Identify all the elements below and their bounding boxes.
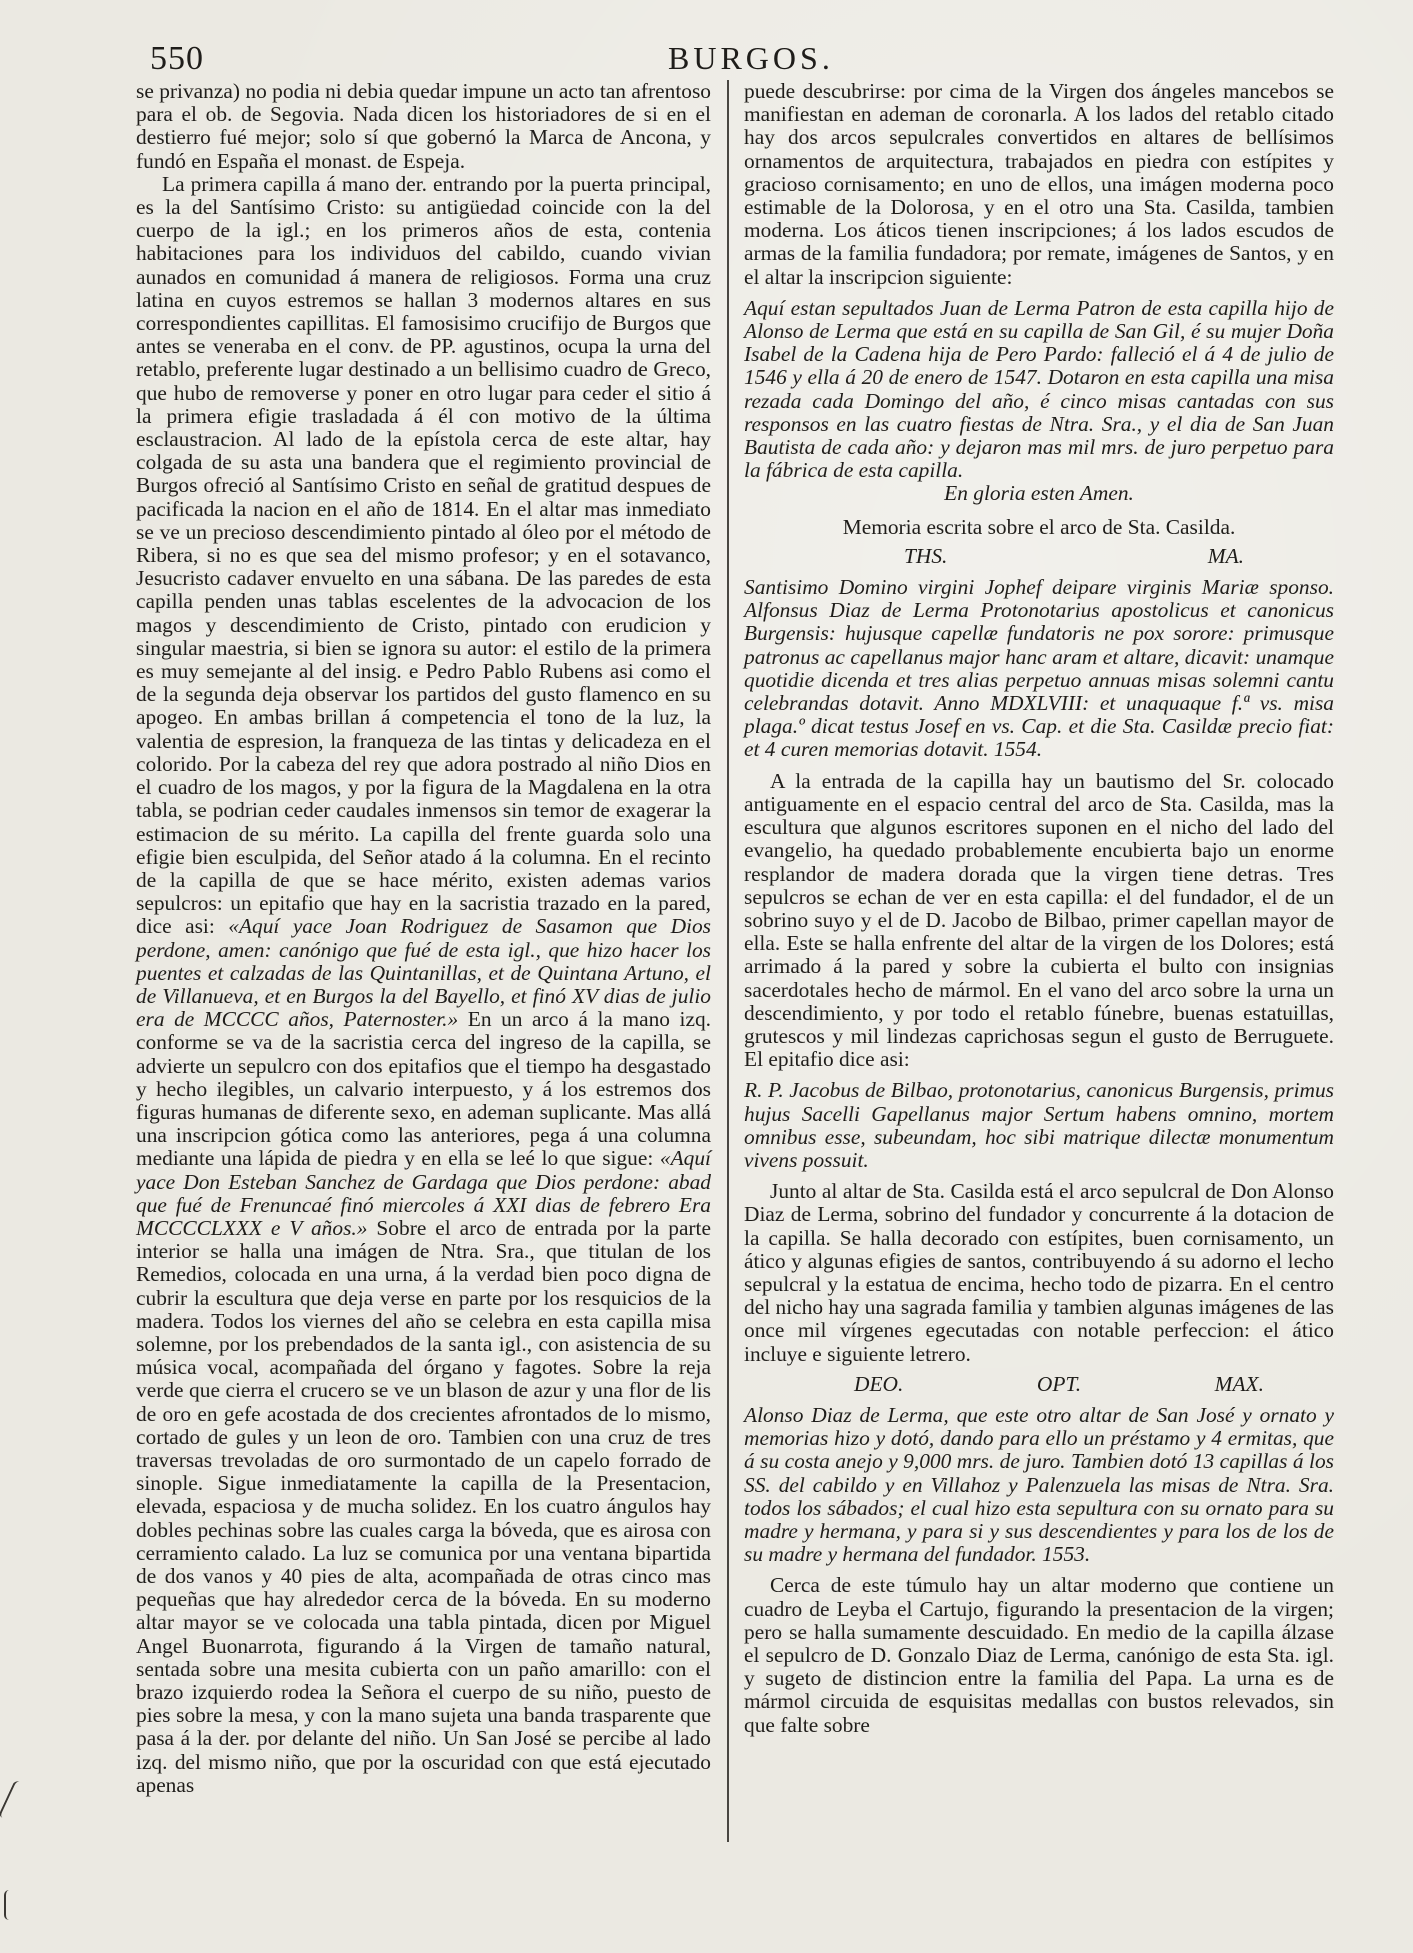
left-paragraph-2-end: Sobre el arco de entrada por la parte interior se halla una imágen de Ntra. Sra., que titulan de los Remedios, colocada en una urna, á la verdad bien poco digna de cubrir la escultura que deja verse en parte por los resquicios de la madera. Todos los viernes del año se celebra en esta capilla misa solemne, por los prebendados de la santa igl., con asistencia de su música vocal, acompañada del órgano y fagotes. Sobre la reja verde que cierra el crucero se ve un blason de azur y una flor de lis de oro en gefe acostada de dos crecientes afrontados de lo mismo, cortado de gules y un leon de oro. Tambien con una cruz de tres traversas trevoladas de oro surmontado de un capelo forrado de sinople. Sigue inmediatamente la capilla de la Presentacion, elevada, espaciosa y de mucha solidez. En los cuatro ángulos hay dobles pechinas sobre las cuales carga la bóveda, que es airosa con cerramiento calado. La luz se comunica por una ventana bipartida de dos vanos y 40 pies de alta, acompañada de otras cinco mas pequeñas que hay alrededor cerca de la bóveda. En su moderno altar mayor se ve colocada una tabla pintada, dicen por Miguel Angel Buonarrota, figurando á la Virgen de tamaño natural, sentada sobre una mesita cubierta con un paño amarillo: con el brazo izquierdo rodea la Señora el cuerpo de su niño, puesto de pies sobre la mesa, y con la mano sujeta una banda trasparente que pasa á la der. por delante del niño. Un San José se percibe al lado izq. del mismo niño, que por la oscuridad con que está ejecutado apenas	[136, 1215, 711, 1797]
epitaph-quote-2: «Aquí yace Don Esteban Sanchez de Gardaga que Dios perdone: abad que fué de Frenuncaé finó miercoles á XXI dias de febrero Era MCCCCLXXX e V años.»	[136, 1146, 711, 1240]
ths-ma-row	[744, 545, 1334, 568]
right-paragraph-2: A la entrada de la capilla hay un bautismo del Sr. colocado antiguamente en el espacio central del arco de Sta. Casilda, mas la escultura que algunos escritores suponen en el nicho del lado del evangelio, ha quedado probablemente encubierta bajo un enorme resplandor de madera dorada que la virgen tiene detras. Tres sepulcros se echan de ver en esta capilla: el del fundador, el de un sobrino suyo y el de D. Jacobo de Bilbao, primer capellan mayor de ella. Este se halla enfrente del altar de la virgen de los Dolores; está arrimado á la pared y sobre la cubierta el bulto con insignias sacerdotales hecho de mármol. En el vano del arco sobre la urna un descendimiento, y por todo el retablo fúnebre, buenas estatuillas, grutescos y mil lindezas caprichosas segun el gusto de Berruguete. El epitafio dice asi:	[744, 768, 1334, 1072]
opt-label: OPT.	[1036, 1371, 1082, 1396]
page-header	[150, 40, 1340, 80]
left-column	[136, 80, 711, 1797]
right-paragraph-3: Junto al altar de Sta. Casilda está el arco sepulcral de Don Alonso Diaz de Lerma, sobrino del fundador y concurrente á la dotacion de la capilla. Se halla decorado con estípites, buen cornisamento, un ático y algunas efigies de santos, contribuyendo á su adorno el lecho sepulcral y la estatua de encima, hecho todo de pizarra. En el centro del nicho hay una sagrada familia y tambien algunas imágenes de las once mil vírgenes egecutadas con notable perfeccion: el ático incluye e siguiente letrero.	[744, 1179, 1334, 1366]
inscription-lerma-text: Aquí estan sepultados Juan de Lerma Patron de esta capilla hijo de Alonso de Lerma que está en su capilla de San Gil, é su mujer Doña Isabel de la Cadena hija de Pero Pardo: falleció el á 4 de julio de 1546 y ella á 20 de enero de 1547. Dotaron en esta capilla una misa rezada cada Domingo del año, é cinco misas cantadas con sus responsos en las cuatro fiestas de Ntra. Sra., y el dia de San Juan Bautista de cada año: y dejaron mas mil mrs. de juro perpetuo para la fábrica de esta capilla.	[744, 295, 1334, 483]
page-number: 550	[150, 40, 204, 77]
left-paragraph-2-text: La primera capilla á mano der. entrando por la puerta principal, es la del Santísimo Cristo: su antigüedad coincide con la del cuerpo de la igl.; en los primeros años de esta, contenia habitaciones para los individuos del cabildo, cuando vivian aunados en comunidad á manera de religiosos. Forma una cruz latina en cuyos estremos se hallan 3 modernos altares en sus correspondientes capillitas. El famosisimo crucifijo de Burgos que antes se veneraba en el conv. de PP. agustinos, ocupa la urna del retablo, preferente lugar destinado a un bellisimo cuadro de Greco, que hubo de removerse y poner en otro lugar para ceder el sitio á la primera efigie trasladada á él con motivo de la última esclaustracion. Al lado de la epístola cerca de este altar, hay colgada de su asta una bandera que el regimiento provincial de Burgos ofreció al Santísimo Cristo en señal de gratitud despues de pacificada la nacion en el año de 1814. En el altar mas inmediato se ve un precioso descendimiento pintado al óleo por el método de Ribera, si no es que sea del mismo profesor; y en el sotavanco, Jesucristo cadaver envuelto en una sábana. De las paredes de esta capilla penden unas tablas escelentes de la advocacion de los magos y descendimiento de Cristo, pintado con erudicion y singular maestria, si bien se ignora su autor: el estilo de la primera es muy semejante al del insig. e Pedro Pablo Rubens asi como el de la segunda deja observar los partidos del gusto flamenco en su apogeo. En ambas brillan á competencia el tono de la luz, la valentia de espresion, la franqueza de las tintas y delicadeza en el colorido. Por la cabeza del rey que adora postrado al niño Dios en el cuadro de los magos, y por la figura de la Magdalena en la otra tabla, se podrian ceder caudales inmensos sin temor de exagerar la estimacion de su mérito. La capilla del frente guarda solo una efigie bien esculpida, del Señor atado á la columna. En el recinto de la capilla de que se hace mérito, existen ademas varios sepulcros: un epitafio que hay en la sacristia trazado en la pared, dice asi:	[136, 171, 711, 939]
right-paragraph-4: Cerca de este túmulo hay un altar moderno que contiene un cuadro de Leyba el Cartujo, figurando la presentacion de la virgen; pero se halla sumamente descuidado. En medio de la capilla álzase el sepulcro de D. Gonzalo Diaz de Lerma, canónigo de esta Sta. igl. y sugeto de distincion entre la familia del Papa. La urna es de mármol circuida de esquisitas medallas con bustos relevados, sin que falte sobre	[744, 1573, 1334, 1737]
epitaph-quote-1: «Aquí yace Joan Rodriguez de Sasamon que Dios perdone, amen: canónigo que fué de esta igl., que hizo hacer los puentes et calzadas de las Quintanillas, et de Quintana Artuno, el de Villanueva, et en Burgos la del Bayello, et finó XV dias de julio era de MCCCC años, Paternoster.»	[136, 914, 711, 1032]
left-paragraph-2-continued: En un arco á la mano izq. conforme se va de la sacristia cerca del ingreso de la capilla, se advierte un sepulcro con dos epitafios que el tiempo ha desgastado y hecho ilegibles, un calvario interpuesto, y á los estremos dos figuras humanas de diferente sexo, en ademan suplicante. Mas allá una inscripcion gótica como las anteriores, pega á una columna mediante una lápida de piedra y en ella se leé lo que sigue:	[136, 1007, 711, 1171]
ths-label: THS.	[904, 543, 948, 568]
margin-mark	[4, 1890, 14, 1920]
left-paragraph-1: se privanza) no podia ni debia quedar impune un acto tan afrentoso para el ob. de Segovia. Nada dicen los historiadores de si en el destierro fué mejor; solo sí que gobernó la Marca de Ancona, y fundó en España el monast. de Espeja.	[136, 79, 711, 173]
running-title: BURGOS.	[668, 40, 834, 76]
max-label: MAX.	[1214, 1371, 1264, 1396]
inscription-bilbao: R. P. Jacobus de Bilbao, protonotarius, canonicus Burgensis, primus hujus Sacelli Gapellanus major Sertum habens omnino, mortem omnibus esse, subeundam, hoc sibi matrique dilectæ monumentum vivens possuit.	[744, 1078, 1334, 1172]
inscription-lerma-closing: En gloria esten Amen.	[944, 481, 1134, 506]
inscription-lerma	[744, 297, 1334, 506]
right-column	[744, 80, 1334, 1744]
inscription-latin-casilda: Santisimo Domino virgini Jophef deipare virginis Mariæ sponso. Alfonsus Diaz de Lerma Protonotarius apostolicus et canonicus Burgensis: hujusque capellæ fundatoris ne pox sorore: primusque patronus ac capellanus major hanc aram et altare, dicavit: unamque quotidie dicenda et tres alias perpetuo annuas misas solemni cantu celebrandas dotavit. Anno MDXLVIII: et unaquaque f.ª vs. misa plaga.º dicat testus Josef en vs. Cap. et die Sta. Casildæ precio fiat: et 4 curen memorias dotavit. 1554.	[744, 575, 1334, 762]
left-paragraph-2	[136, 173, 711, 1797]
memoria-heading: Memoria escrita sobre el arco de Sta. Casilda.	[842, 514, 1236, 539]
deo-opt-max-row	[744, 1373, 1334, 1396]
ma-label: MA.	[1207, 543, 1244, 568]
inscription-alonso-diaz: Alonso Diaz de Lerma, que este otro altar de San José y ornato y memorias hizo y dotó, dando para ello un préstamo y 4 ermitas, que á su costa anejo y 9,000 mrs. de juro. Tambien dotó 13 capillas á los SS. del cabildo y en Villahoz y Palenzuela las misas de Ntra. Sra. todos los sábados; el cual hizo esta sepultura con su ornato para su madre y hermana, y para si y sus descendientes y para los de los de su madre y hermana del fundador. 1553.	[744, 1402, 1334, 1567]
deo-label: DEO.	[854, 1371, 904, 1396]
margin-mark	[0, 1780, 24, 1820]
column-divider	[727, 80, 729, 1842]
right-paragraph-1: puede descubrirse: por cima de la Virgen dos ángeles mancebos se manifiestan en ademan de coronarla. A los lados del retablo citado hay dos arcos sepulcrales convertidos en altares de bellísimos ornamentos de arquitectura, trabajados en piedra con estípites y gracioso cornisamento; en uno de ellos, una imágen moderna poco estimable de la Dolorosa, y en el otro una Sta. Casilda, tambien moderna. Los áticos tienen inscripciones; á los lados escudos de armas de la familia fundadora; por remate, imágenes de Santos, y en el altar la inscripcion siguiente:	[744, 79, 1334, 289]
